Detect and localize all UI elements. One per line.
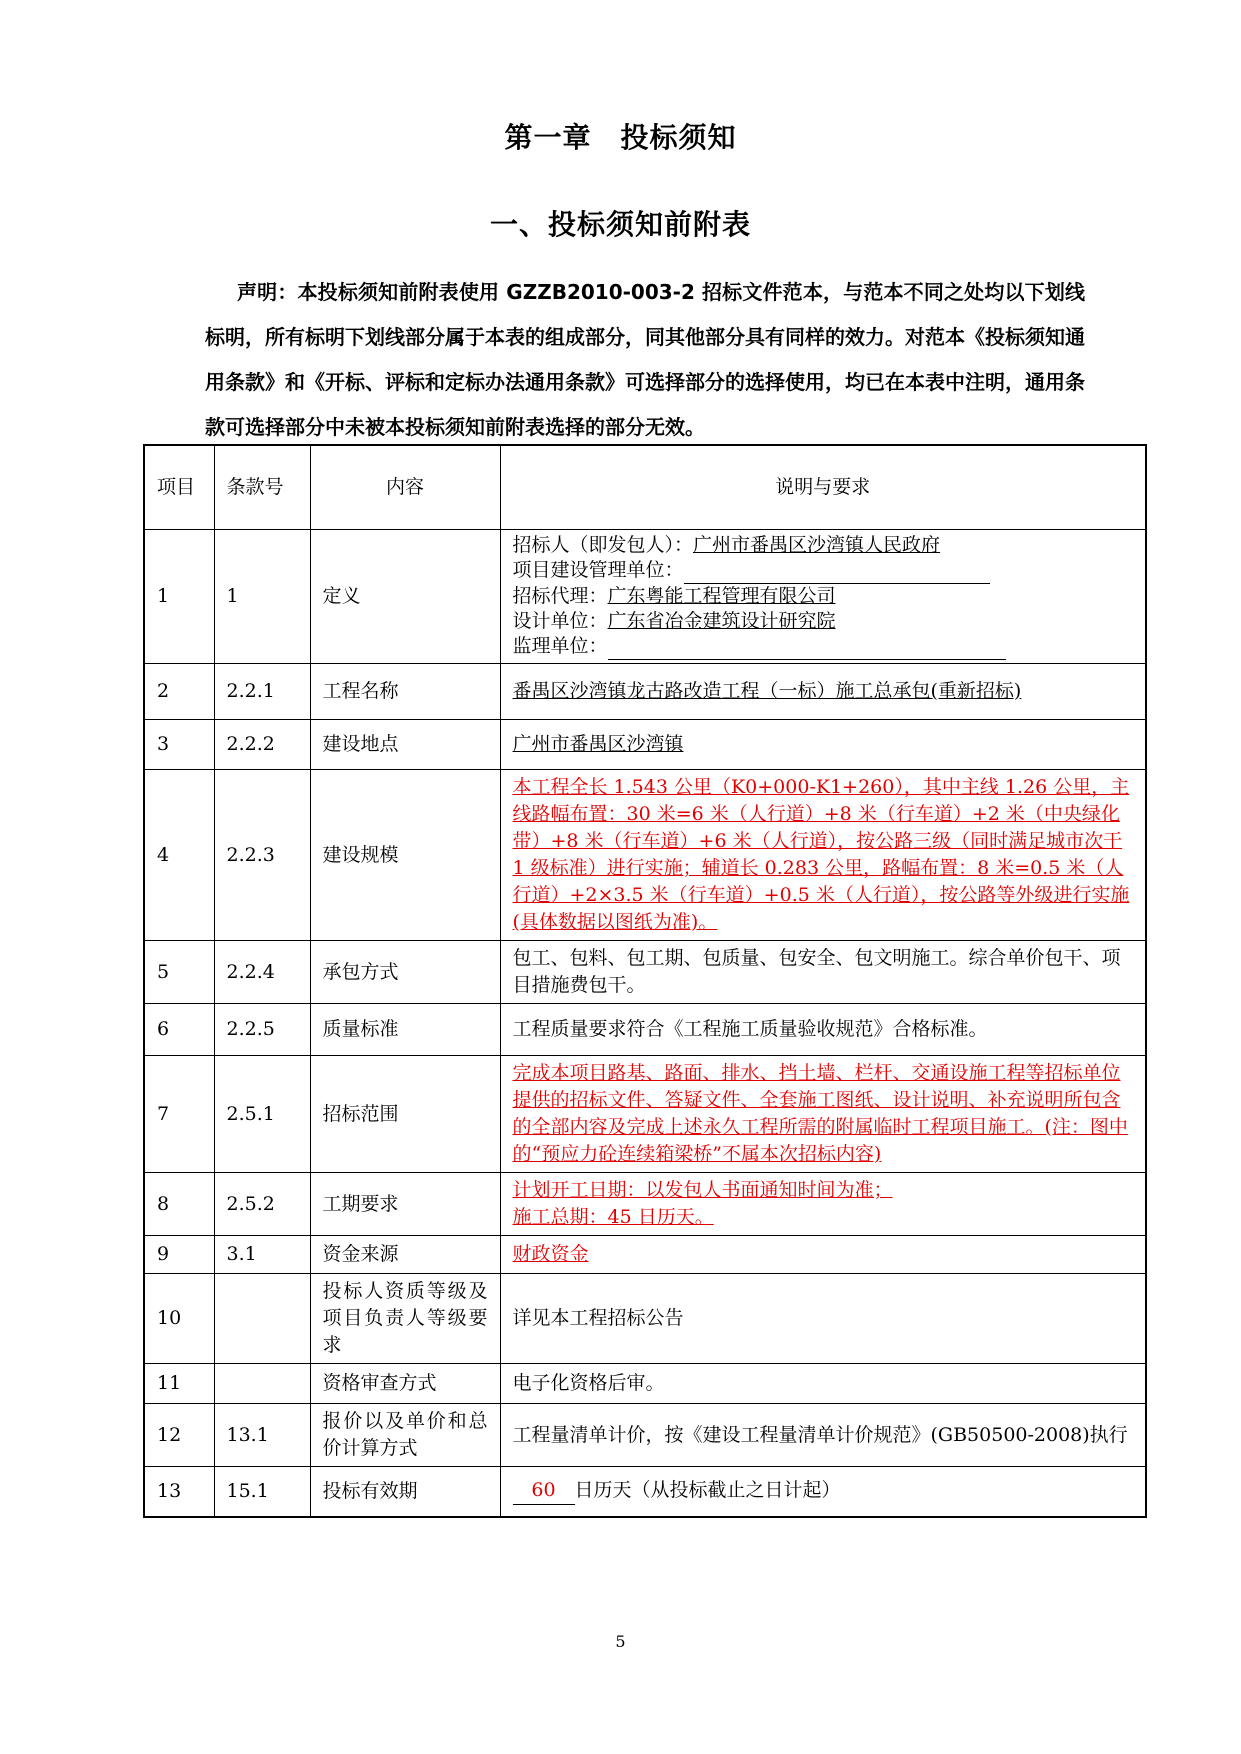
header-cell-requirement: 说明与要求 — [500, 445, 1146, 530]
table-row — [144, 1173, 1146, 1236]
row-item: 定义 — [310, 530, 500, 664]
row-number: 9 — [144, 1236, 214, 1274]
header-cell-clause: 条款号 — [214, 445, 310, 530]
row-clause: 2.5.2 — [214, 1173, 310, 1236]
schedule-start: 计划开工日期：以发包人书面通知时间为准； — [512, 1179, 893, 1201]
row-number: 5 — [144, 941, 214, 1004]
row-requirement — [500, 530, 1146, 664]
row-requirement: 详见本工程招标公告 — [500, 1274, 1146, 1364]
row-requirement — [500, 664, 1146, 720]
definition-label: 招标代理： — [512, 585, 608, 607]
requirement-text: 广州市番禺区沙湾镇 — [512, 733, 684, 755]
row-clause: 2.2.1 — [214, 664, 310, 720]
requirement-text: 本工程全长 1.543 公里（K0+000-K1+260），其中主线 1.26 公里，主线路幅布置：30 米=6 米（人行道）+8 米（行车道）+2 米（中央绿化带）+8 米（行车道）+6 米（人行道），按公路三级（同时满足城市次干 1 级标准）进行实施；辅道长 0.283 公里，路幅布置：8 米=0.5 米（人行道）+2×3.5 米（行车道）+0.5 米（人行道），按公路等外级进行实施(具体数据以图纸为准)。 — [512, 776, 1130, 933]
row-clause — [214, 1274, 310, 1364]
row-clause: 2.5.1 — [214, 1056, 310, 1173]
definition-blank — [684, 558, 990, 584]
header-cell-item: 项目 — [144, 445, 214, 530]
definition-label: 设计单位： — [512, 610, 608, 632]
row-item: 资金来源 — [310, 1236, 500, 1274]
row-clause: 1 — [214, 530, 310, 664]
definition-value: 广东省冶金建筑设计研究院 — [607, 610, 836, 632]
row-number: 12 — [144, 1404, 214, 1467]
row-number: 1 — [144, 530, 214, 664]
chapter-title: 第一章 投标须知 — [504, 121, 737, 154]
row-requirement — [500, 1056, 1146, 1173]
row-requirement: 工程量清单计价，按《建设工程量清单计价规范》(GB50500-2008)执行 — [500, 1404, 1146, 1467]
definition-line — [513, 634, 1134, 660]
row-item: 承包方式 — [310, 941, 500, 1004]
row-number: 10 — [144, 1274, 214, 1364]
row-requirement: 电子化资格后审。 — [500, 1364, 1146, 1404]
page-number: 5 — [615, 1632, 626, 1651]
requirement-text: 财政资金 — [512, 1243, 589, 1265]
row-clause: 2.2.5 — [214, 1004, 310, 1056]
table-row — [144, 941, 1146, 1004]
requirement-text: 完成本项目路基、路面、排水、挡土墙、栏杆、交通设施工程等招标单位提供的招标文件、答疑文件、全套施工图纸、设计说明、补充说明所包含的全部内容及完成上述永久工程所需的附属临时工程项目施工。(注：图中的“预应力砼连续箱梁桥”不属本次招标内容) — [512, 1062, 1128, 1165]
row-item: 工期要求 — [310, 1173, 500, 1236]
row-requirement — [500, 720, 1146, 770]
row-item: 建设规模 — [310, 770, 500, 941]
definition-line — [513, 584, 1134, 609]
definition-line — [513, 533, 1134, 558]
definition-value: 广州市番禺区沙湾镇人民政府 — [693, 534, 941, 556]
row-number: 13 — [144, 1467, 214, 1517]
row-number: 4 — [144, 770, 214, 941]
row-item: 质量标准 — [310, 1004, 500, 1056]
row-requirement — [500, 770, 1146, 941]
row-number: 3 — [144, 720, 214, 770]
row-number: 6 — [144, 1004, 214, 1056]
requirement-text: 番禺区沙湾镇龙古路改造工程（一标）施工总承包(重新招标) — [512, 680, 1022, 702]
row-item: 投标人资质等级及项目负责人等级要求 — [310, 1274, 500, 1364]
table-header-row — [144, 445, 1146, 530]
row-requirement: 工程质量要求符合《工程施工质量验收规范》合格标准。 — [500, 1004, 1146, 1056]
row-number: 8 — [144, 1173, 214, 1236]
definition-label: 监理单位： — [512, 635, 608, 657]
table-row — [144, 1404, 1146, 1467]
row-clause: 2.2.3 — [214, 770, 310, 941]
header-cell-content: 内容 — [310, 445, 500, 530]
table-row — [144, 770, 1146, 941]
definition-blank — [608, 634, 1006, 660]
row-clause: 2.2.4 — [214, 941, 310, 1004]
declaration-paragraph: 声明：本投标须知前附表使用 GZZB2010-003-2 招标文件范本，与范本不同之处均以下划线标明，所有标明下划线部分属于本表的组成部分，同其他部分具有同样的效力。对范本《投标须知通用条款》和《开标、评标和定标办法通用条款》可选择部分的选择使用，均已在本表中注明，通用条款可选择部分中未被本投标须知前附表选择的部分无效。 — [205, 280, 1085, 439]
table-row — [144, 1467, 1146, 1517]
definition-label: 招标人（即发包人）： — [512, 534, 694, 556]
definition-label: 项目建设管理单位： — [512, 559, 684, 581]
row-clause: 3.1 — [214, 1236, 310, 1274]
table-row — [144, 1236, 1146, 1274]
definition-line — [513, 558, 1134, 584]
row-item: 建设地点 — [310, 720, 500, 770]
row-number: 11 — [144, 1364, 214, 1404]
table-row — [144, 1364, 1146, 1404]
validity-suffix: 日历天（从投标截止之日计起） — [574, 1479, 841, 1502]
section-title: 一、投标须知前附表 — [489, 208, 751, 241]
table-row — [144, 1004, 1146, 1056]
row-requirement — [500, 1467, 1146, 1517]
row-number: 7 — [144, 1056, 214, 1173]
definition-line — [513, 609, 1134, 634]
row-number: 2 — [144, 664, 214, 720]
tender-appendix-table — [143, 444, 1147, 1518]
table-row — [144, 1056, 1146, 1173]
table-row — [144, 530, 1146, 664]
row-requirement — [500, 1173, 1146, 1236]
row-item: 资格审查方式 — [310, 1364, 500, 1404]
row-item: 报价以及单价和总价计算方式 — [310, 1404, 500, 1467]
row-item: 招标范围 — [310, 1056, 500, 1173]
table-row — [144, 720, 1146, 770]
row-requirement: 包工、包料、包工期、包质量、包安全、包文明施工。综合单价包干、项目措施费包干。 — [500, 941, 1146, 1004]
row-clause: 15.1 — [214, 1467, 310, 1517]
row-item: 工程名称 — [310, 664, 500, 720]
definition-value: 广东粤能工程管理有限公司 — [607, 585, 836, 607]
row-requirement — [500, 1236, 1146, 1274]
schedule-duration: 施工总期：45 日历天。 — [512, 1206, 714, 1228]
row-clause: 13.1 — [214, 1404, 310, 1467]
row-clause: 2.2.2 — [214, 720, 310, 770]
row-item: 投标有效期 — [310, 1467, 500, 1517]
validity-days-value: 60 — [513, 1477, 575, 1505]
table-row — [144, 1274, 1146, 1364]
row-clause — [214, 1364, 310, 1404]
table-row — [144, 664, 1146, 720]
